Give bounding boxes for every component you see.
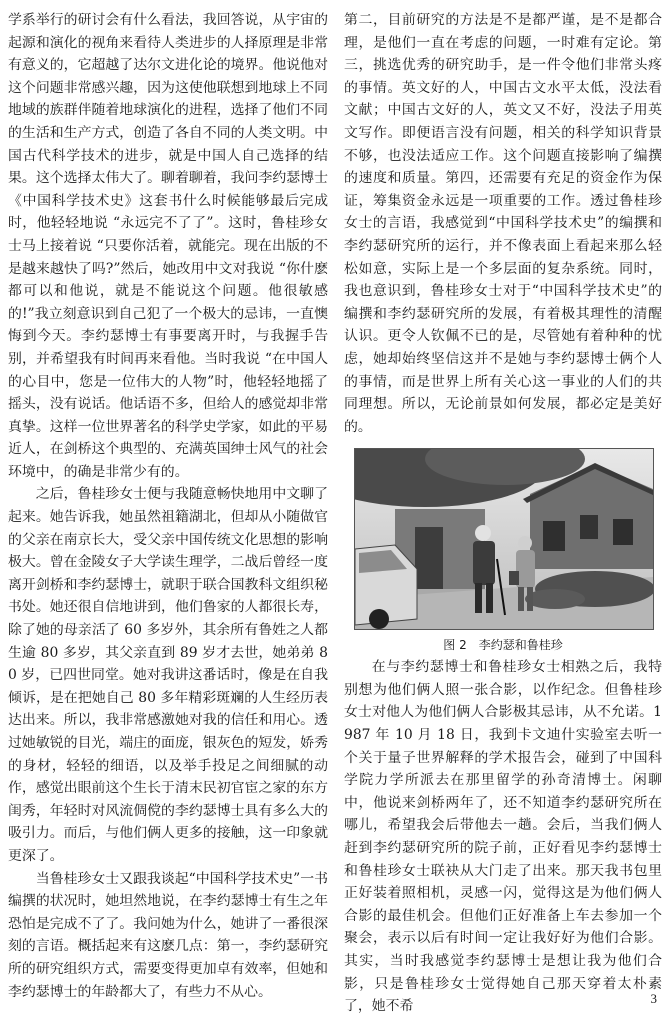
photo-illustration	[355, 449, 653, 629]
figure-caption: 图 2 李约瑟和鲁桂珍	[443, 638, 563, 653]
right-column	[344, 9, 662, 1018]
body-paragraph: 第二，目前研究的方法是不是都严谨，是不是都合理，是他们一直在考虑的问题，一时难有定论。第三，挑选优秀的研究助手，是一件令他们非常头疼的事情。英文好的人，中国古文水平太低，没法看文献；中国古文好的人，英文又不好，没法子用英文写作。即便语言没有问题，相关的科学知识背景不够，也没法适应工作。这个问题直接影响了编撰的速度和质量。第四，还需要有充足的资金作为保证，筹集资金永远是一项重要的工作。透过鲁桂珍女士的言语，我感觉到“中国科学技术史”的编撰和李约瑟研究所的运行，并不像表面上看起来那么轻松如意，实际上是一个多层面的复杂系统。同时，我也意识到，鲁桂珍女士对于“中国科学技术史”的编撰和李约瑟研究所的发展，有着极其理性的清醒认识。更令人钦佩不已的是，尽管她有着种种的忧虑，她却始终坚信这并不是她与李约瑟博士俩个人的事情，而是世界上所有关心这一事业的人们的共同理想。所以，无论前景如何发展，都必定是美好的。	[344, 12, 662, 435]
body-paragraph: 之后，鲁桂珍女士便与我随意畅快地用中文聊了起来。她告诉我，她虽然祖籍湖北，但却从小随做官的父亲在南京长大，受父亲中国传统文化思想的影响极大。曾在金陵女子大学读生理学，二战后曾经一度离开剑桥和李约瑟博士，就职于联合国教科文组织秘书处。她还很自信地讲到，他们鲁家的人都很长寿，除了她的母亲活了 60 多岁外，其余所有鲁姓之人都生逾 80 多岁，其父亲直到 89 岁才去世，她弟弟 80 岁，已四世同堂。她对我讲这番话时，像是在自我倾诉，是在把她自己 80 多年精彩斑斓的人生经历表达出来。所以，我非常感激她对我的信任和用心。透过她敏锐的目光，端庄的面庞，银灰色的短发，娇秀的身材，轻轻的细语，以及举手投足之间细腻的动作，感觉出眼前这个生长于清末民初官宦之家的东方闺秀，年轻时对风流倜傥的李约瑟博士具有多么大的吸引力。而后，与他们俩人更多的接触，这一印象就更深了。	[8, 486, 328, 864]
body-paragraph: 当鲁桂珍女士又跟我谈起“中国科学技术史”一书编撰的状况时，她坦然地说，在李约瑟博士有生之年恐怕是完成不了了。我问她为什么，她讲了一番很深刻的言语。概括起来有这麽几点：第一，李约瑟研究所的研究组织方式，需要变得更加卓有效率，但她和李约瑟博士的年龄都大了，有些力不从心。	[8, 870, 328, 1000]
body-paragraph: 在与李约瑟博士和鲁桂珍女士相熟之后，我特别想为他们俩人照一张合影，以作纪念。但鲁桂珍女士对他人为他们俩人合影极其忌讳，从不允诺。1987 年 10 月 18 日，我到卡文迪什实验室去听一个关于量子世界解释的学术报告会，碰到了中国科学院力学所派去在那里留学的孙奇清博士。闲聊中，他说来剑桥两年了，还不知道李约瑟研究所在哪儿，希望我会后带他去一趟。会后，当我们俩人赶到李约瑟研究所的院子前，正好看见李约瑟博士和鲁桂珍女士联袂从大门走了出来。那天我书包里正好装着照相机，灵感一闪，觉得这是为他们俩人合影的最佳机会。但他们正好准备上车去参加一个聚会，表示以后有时间一定让我好好为他们合影。其实，当时我感觉李约瑟博士是想让我为他们合影，只是鲁桂珍女士觉得她自己那天穿着太朴素了，她不希	[344, 659, 662, 1015]
page-number: 3	[650, 991, 657, 1006]
body-paragraph: 学系举行的研讨会有什么看法，我回答说，从宇宙的起源和演化的视角来看待人类进步的人择原理是非常有意义的，它超越了达尔文进化论的境界。他说他对这个问题非常感兴趣，因为这使他联想到地球上不同地域的族群伴随着地球演化的进程，选择了他们不同的生活和生产方式，创造了各自不同的人类文明。中国古代科学技术的进步，就是中国人自己选择的结果。这个选择太伟大了。聊着聊着，我问李约瑟博士《中国科学技术史》这套书什么时候能够最后完成时，他轻轻地说 “永远完不了了”。这时，鲁桂珍女士马上接着说 “只要你活着，就能完。现在出版的不是越来越快了吗?”然后，她改用中文对我说 “你什麽都可以和他说，就是不能说这个问题。他很敏感的!”我立刻意识到自己犯了一个极大的忌讳，一直懊悔到今天。李约瑟博士有事要离开时，与我握手告别，并希望我有时间再来看他。当时我说 “在中国人的心目中，您是一位伟大的人物”时，他轻轻地摇了摇头，没有说话。他话语不多，但给人的感觉却非常真挚。这样一位世界著名的科学史学家，如此的平易近人，在剑桥这个典型的、充满英国绅士风气的社会环境中，的确是非常少有的。	[8, 12, 328, 480]
left-column	[8, 9, 328, 1003]
figure-photo	[354, 448, 654, 630]
